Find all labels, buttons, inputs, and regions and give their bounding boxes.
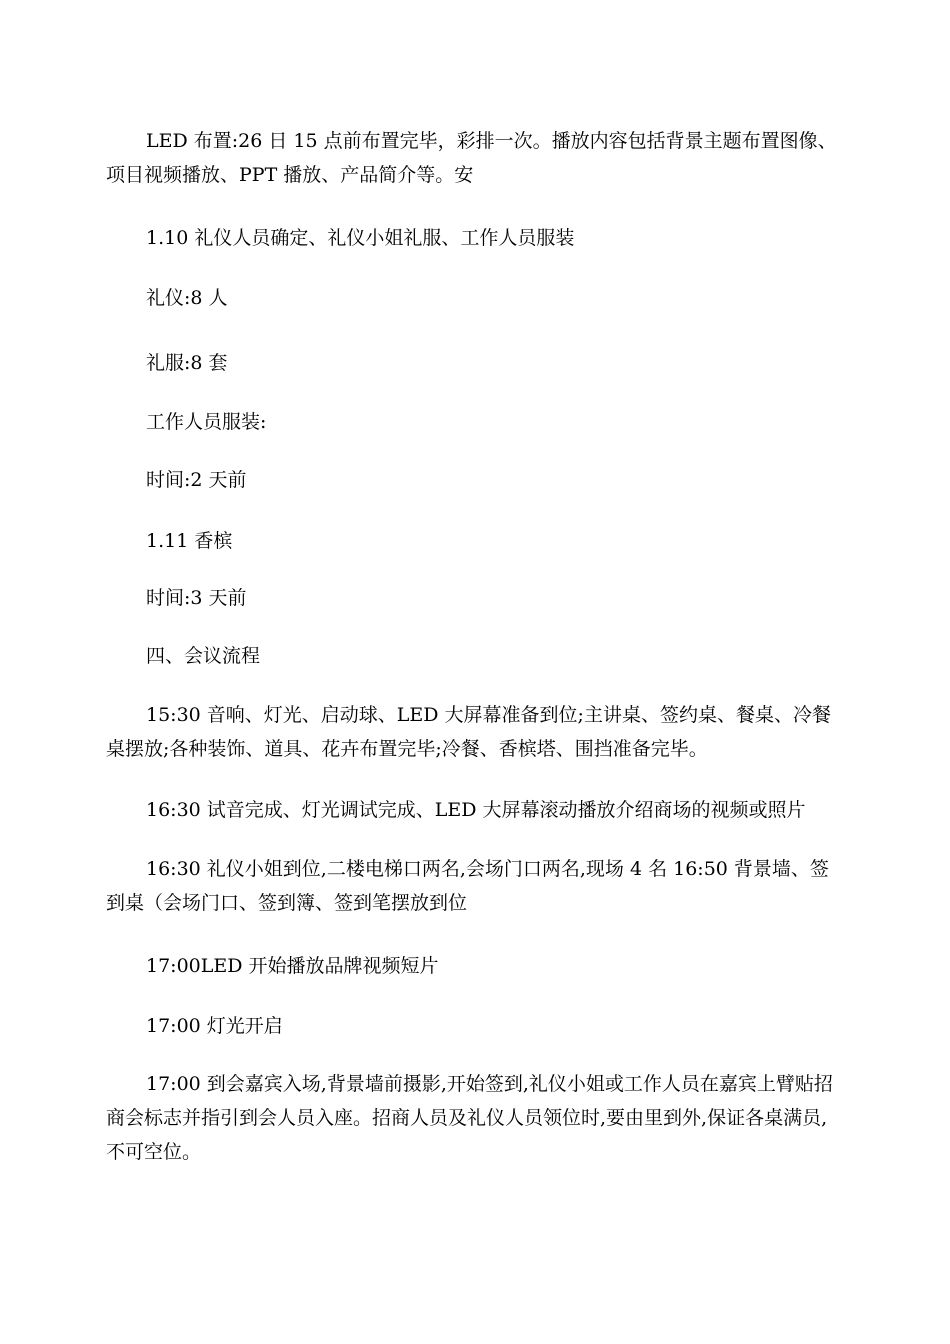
paragraph-dress-count: 礼服:8 套 (146, 352, 228, 374)
paragraph-1700-lights: 17:00 灯光开启 (146, 1015, 283, 1037)
paragraph-etiquette-staff: 1.10 礼仪人员确定、礼仪小姐礼服、工作人员服装 (146, 227, 575, 249)
paragraph-1630-etiquette: 16:30 礼仪小姐到位,二楼电梯口两名,会场门口两名,现场 4 名 16:50 背景墙、签到桌（会场门口、签到簿、签到笔摆放到位 (106, 858, 829, 914)
paragraph-led-setup: LED 布置:26 日 15 点前布置完毕，彩排一次。播放内容包括背景主题布置图像、项目视频播放、PPT 播放、产品简介等。安 (106, 130, 837, 186)
paragraph-etiquette-count: 礼仪:8 人 (146, 287, 228, 309)
paragraph-1700-guests: 17:00 到会嘉宾入场,背景墙前摄影,开始签到,礼仪小姐或工作人员在嘉宾上臂贴招商会标志并指引到会人员入座。招商人员及礼仪人员领位时,要由里到外,保证各桌满员,不可空位。 (106, 1073, 833, 1163)
paragraph-1700-led: 17:00LED 开始播放品牌视频短片 (146, 955, 439, 977)
paragraph-time-3-days: 时间:3 天前 (146, 587, 247, 609)
paragraph-champagne: 1.11 香槟 (146, 530, 233, 552)
paragraph-1530: 15:30 音响、灯光、启动球、LED 大屏幕准备到位;主讲桌、签约桌、餐桌、冷餐桌摆放;各种装饰、道具、花卉布置完毕;冷餐、香槟塔、围挡准备完毕。 (106, 704, 831, 760)
paragraph-time-2-days: 时间:2 天前 (146, 469, 247, 491)
paragraph-1630-sound-check: 16:30 试音完成、灯光调试完成、LED 大屏幕滚动播放介绍商场的视频或照片 (146, 799, 806, 821)
paragraph-staff-uniform: 工作人员服装: (146, 411, 267, 433)
section-heading-meeting-flow: 四、会议流程 (146, 645, 261, 667)
